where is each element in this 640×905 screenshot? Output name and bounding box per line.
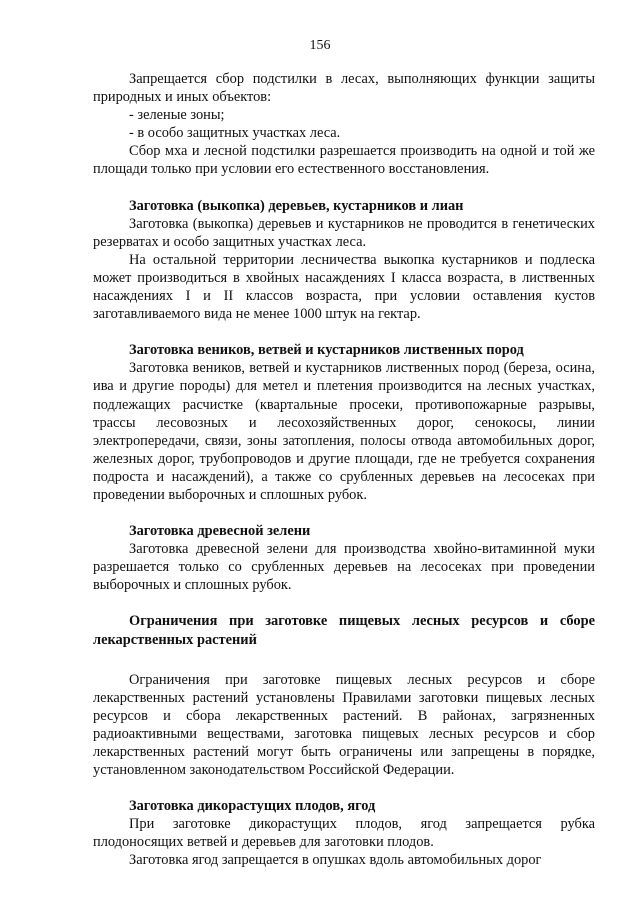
list-item: - зеленые зоны; — [129, 107, 225, 124]
section-heading: Заготовка веников, ветвей и кустарников лиственных пород — [129, 342, 524, 359]
paragraph: Заготовка ягод запрещается в опушках вдоль автомобильных дорог — [129, 852, 542, 869]
section-heading: Заготовка (выкопка) деревьев, кустарников и лиан — [129, 197, 464, 214]
section-heading: Заготовка древесной зелени — [129, 523, 311, 540]
paragraph: Заготовка древесной зелени для производства хвойно-витаминной муки разрешается только со срубленных деревьев на лесосеках при проведении выборочных и сплошных рубок. — [93, 541, 595, 594]
paragraph: На остальной территории лесничества выкопка кустарников и подлеска может производиться в хвойных насаждениях I класса возраста, в лиственных насаждениях I и II классов возраста, при условии оставления кустов заготавливаемого вида не менее 1000 штук на гектар. — [93, 251, 595, 323]
paragraph: Заготовка (выкопка) деревьев и кустарников не проводится в генетических резерватах и особо защитных участках леса. — [93, 215, 595, 250]
spacer — [93, 179, 595, 197]
spacer — [93, 649, 595, 671]
spacer — [93, 504, 595, 522]
page-body — [93, 70, 595, 870]
section-heading: Ограничения при заготовке пищевых лесных ресурсов и сборе лекарственных растений — [93, 613, 595, 648]
paragraph: Запрещается сбор подстилки в лесах, выполняющих функции защиты природных и иных объектов: — [93, 71, 595, 106]
page-number: 156 — [309, 38, 331, 53]
paragraph: Заготовка веников, ветвей и кустарников лиственных пород (береза, осина, ива и другие породы) для метел и плетения производится на лесных участках, подлежащих расчистке (квартальные просеки, противопожарные разрывы, трассы лесовозных и лесохозяйственных дорог, сенокосы, линии электропередачи, связи, зоны затопления, полосы отвода автомобильных дорог, железных дорог, трубопроводов и другие площади, где не требуется сохранения подроста и насаждений), а также со срубленных деревьев на лесосеках при проведении выборочных и сплошных рубок. — [93, 360, 595, 503]
spacer — [93, 779, 595, 797]
section-heading: Заготовка дикорастущих плодов, ягод — [129, 798, 376, 815]
spacer — [93, 594, 595, 612]
paragraph: Сбор мха и лесной подстилки разрешается производить на одной и той же площади только при условии его естественного восстановления. — [93, 143, 595, 178]
paragraph: Ограничения при заготовке пищевых лесных ресурсов и сборе лекарственных растений установлены Правилами заготовки пищевых лесных ресурсов и сбора лекарственных растений. В районах, загрязненных радиоактивными веществами, заготовка пищевых лесных ресурсов и сбор лекарственных растений могут быть ограничены или запрещены в порядке, установленном законодательством Российской Федерации. — [93, 671, 595, 779]
list-item: - в особо защитных участках леса. — [129, 125, 341, 142]
spacer — [93, 323, 595, 341]
paragraph: При заготовке дикорастущих плодов, ягод запрещается рубка плодоносящих ветвей и деревьев для заготовки плодов. — [93, 816, 595, 851]
